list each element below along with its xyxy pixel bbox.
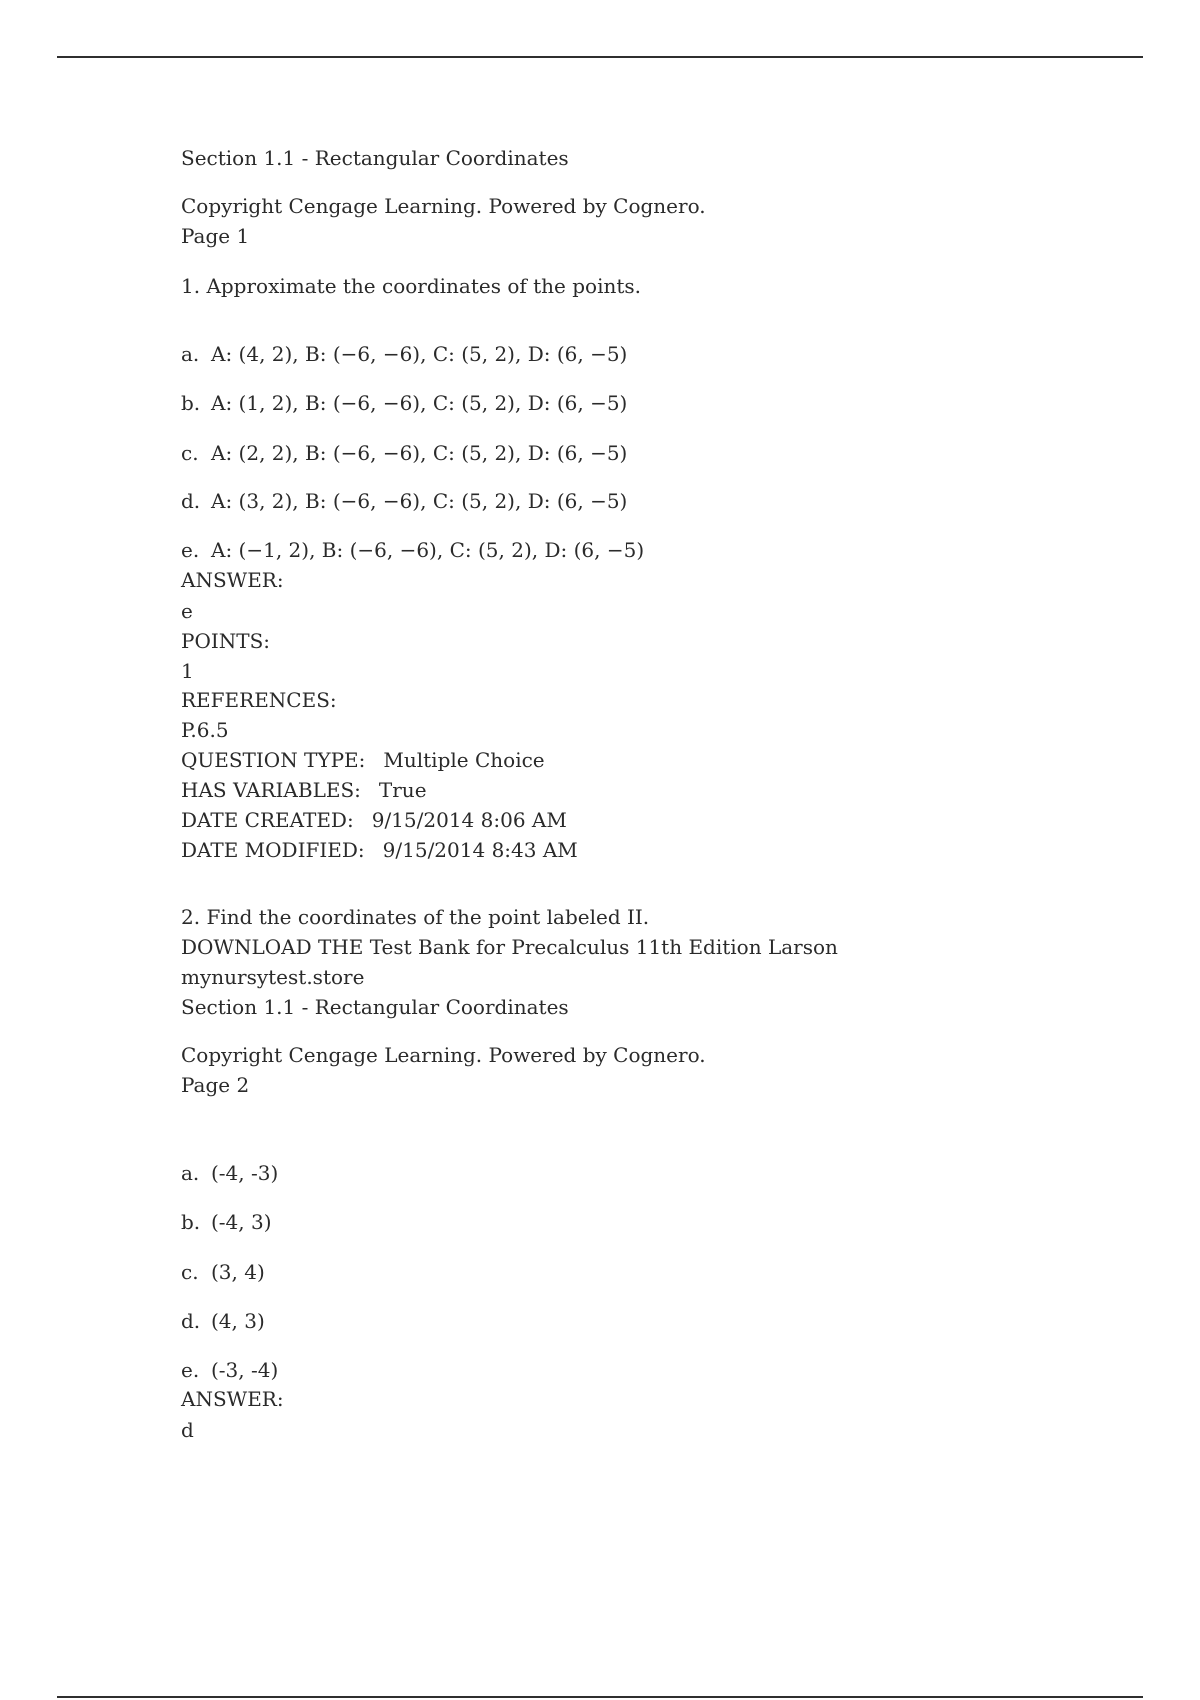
option-letter: a.: [181, 1161, 200, 1185]
option-text: (-3, -4): [211, 1358, 279, 1382]
option-text: (4, 3): [211, 1309, 265, 1333]
copyright-line: Copyright Cengage Learning. Powered by Cognero.: [181, 1043, 706, 1067]
date-modified-label: DATE MODIFIED:: [181, 838, 365, 862]
option-text: A: (−1, 2), B: (−6, −6), C: (5, 2), D: (6, −5): [211, 538, 645, 562]
q1-option-c: [181, 440, 627, 466]
option-text: (-4, -3): [211, 1161, 279, 1185]
points-label: POINTS:: [181, 629, 271, 653]
q1-option-a: [181, 341, 627, 367]
q2-option-c: [181, 1259, 265, 1285]
page-number: Page 1: [181, 224, 250, 248]
answer-label: ANSWER:: [181, 1387, 284, 1411]
option-text: A: (3, 2), B: (−6, −6), C: (5, 2), D: (6, −5): [211, 489, 628, 513]
question-type-label: QUESTION TYPE:: [181, 748, 366, 772]
option-letter: c.: [181, 1260, 199, 1284]
option-text: A: (2, 2), B: (−6, −6), C: (5, 2), D: (6, −5): [211, 441, 628, 465]
date-created-row: [181, 807, 567, 833]
question-type-row: [181, 747, 545, 773]
option-letter: a.: [181, 342, 200, 366]
option-letter: c.: [181, 441, 199, 465]
q2-option-b: [181, 1209, 272, 1235]
q2-option-d: [181, 1308, 265, 1334]
q2-option-e: [181, 1357, 278, 1383]
site-name: mynursytest.store: [181, 965, 365, 989]
date-created-value: 9/15/2014 8:06 AM: [371, 808, 567, 832]
question-type-value: Multiple Choice: [383, 748, 545, 772]
bottom-rule: [57, 1696, 1143, 1698]
section-title: Section 1.1 - Rectangular Coordinates: [181, 146, 569, 170]
option-letter: e.: [181, 1358, 200, 1382]
section-title: Section 1.1 - Rectangular Coordinates: [181, 995, 569, 1019]
option-letter: b.: [181, 391, 201, 415]
has-variables-value: True: [378, 778, 427, 802]
copyright-line: Copyright Cengage Learning. Powered by Cognero.: [181, 194, 706, 218]
date-modified-value: 9/15/2014 8:43 AM: [382, 838, 578, 862]
date-created-label: DATE CREATED:: [181, 808, 354, 832]
option-letter: d.: [181, 489, 201, 513]
option-letter: e.: [181, 538, 200, 562]
references-label: REFERENCES:: [181, 688, 337, 712]
points-value: 1: [181, 659, 194, 683]
option-letter: b.: [181, 1210, 201, 1234]
question-1-prompt: 1. Approximate the coordinates of the points.: [181, 274, 642, 298]
has-variables-row: [181, 777, 427, 803]
option-text: A: (1, 2), B: (−6, −6), C: (5, 2), D: (6, −5): [211, 391, 628, 415]
option-text: (3, 4): [211, 1260, 265, 1284]
has-variables-label: HAS VARIABLES:: [181, 778, 361, 802]
page-number: Page 2: [181, 1073, 250, 1097]
date-modified-row: [181, 837, 578, 863]
answer-label: ANSWER:: [181, 568, 284, 592]
references-value: P.6.5: [181, 718, 229, 742]
q1-option-d: [181, 488, 627, 514]
top-rule: [57, 56, 1143, 58]
answer-value: e: [181, 599, 193, 623]
q1-option-e: [181, 537, 644, 563]
download-line: DOWNLOAD THE Test Bank for Precalculus 11th Edition Larson: [181, 935, 838, 959]
option-text: (-4, 3): [211, 1210, 272, 1234]
answer-value: d: [181, 1418, 194, 1442]
question-2-prompt: 2. Find the coordinates of the point labeled II.: [181, 905, 650, 929]
option-letter: d.: [181, 1309, 201, 1333]
q2-option-a: [181, 1160, 278, 1186]
q1-option-b: [181, 390, 627, 416]
option-text: A: (4, 2), B: (−6, −6), C: (5, 2), D: (6, −5): [211, 342, 628, 366]
